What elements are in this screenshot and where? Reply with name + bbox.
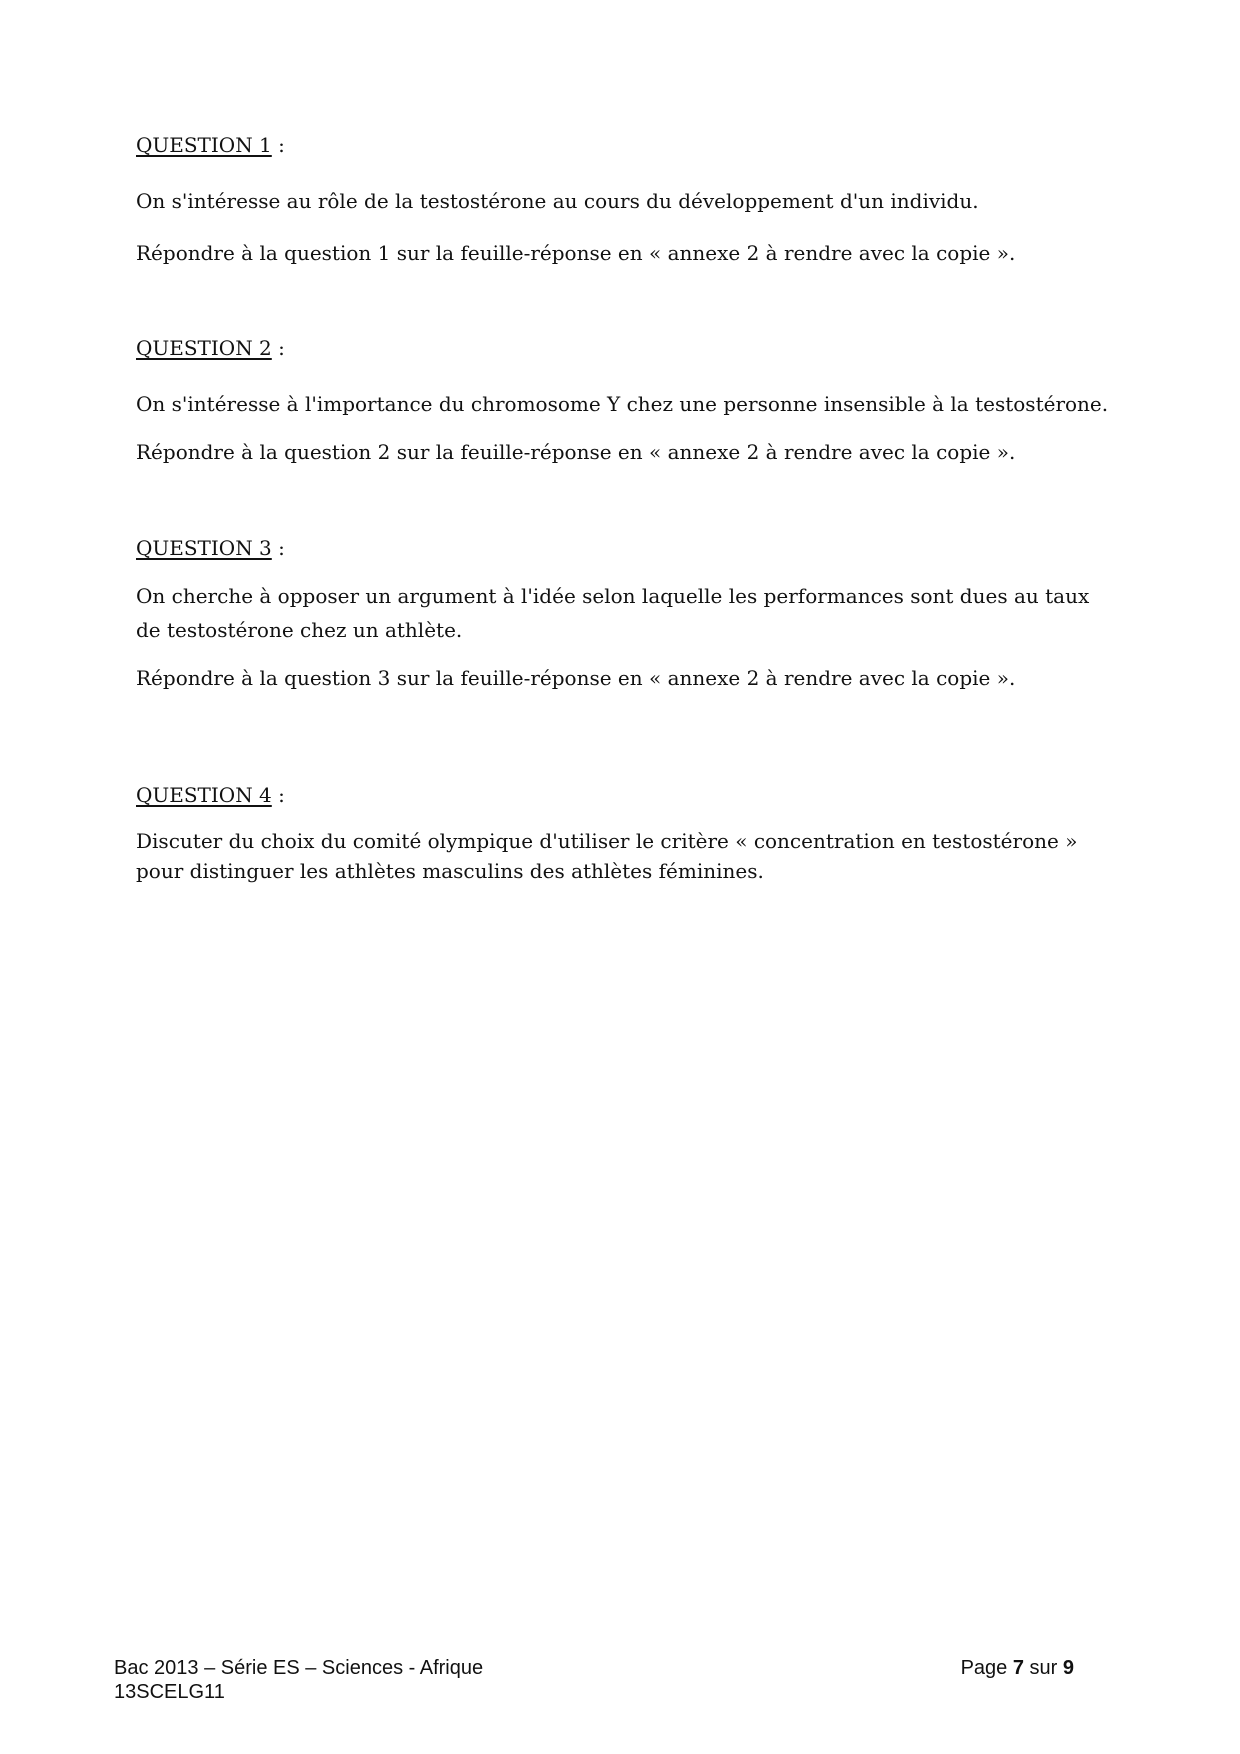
answer-instruction: Répondre à la question 3 sur la feuille-réponse en « annexe 2 à rendre avec la copie ». <box>136 666 1016 690</box>
answer-instruction: Répondre à la question 2 sur la feuille-réponse en « annexe 2 à rendre avec la copie ». <box>136 440 1016 464</box>
question-title: QUESTION 3 <box>136 536 272 560</box>
page-total: 9 <box>1062 1657 1074 1679</box>
question-title: QUESTION 2 <box>136 336 272 360</box>
answer-instruction: Répondre à la question 1 sur la feuille-réponse en « annexe 2 à rendre avec la copie ». <box>136 241 1016 265</box>
question-prompt: On s'intéresse à l'importance du chromosome Y chez une personne insensible à la testostérone. <box>136 392 1109 416</box>
question-prompt: On s'intéresse au rôle de la testostérone au cours du développement d'un individu. <box>136 189 979 213</box>
page-number <box>961 1656 1074 1680</box>
question-3 <box>136 531 1116 713</box>
question-heading <box>136 331 1116 365</box>
question-prompt: Discuter du choix du comité olympique d'utiliser le critère « concentration en testostérone » pour distinguer les athlètes masculins des athlètes féminines. <box>136 829 1078 883</box>
page-current: 7 <box>1012 1657 1024 1679</box>
question-prompt: On cherche à opposer un argument à l'idée selon laquelle les performances sont dues au taux de testostérone chez un athlète. <box>136 584 1090 642</box>
question-heading <box>136 778 1116 812</box>
page-prefix: Page <box>960 1657 1013 1679</box>
question-title-suffix: : <box>271 536 285 560</box>
question-4 <box>136 778 1116 904</box>
page-middle: sur <box>1023 1657 1063 1679</box>
question-heading <box>136 531 1116 565</box>
question-1 <box>136 128 1116 288</box>
question-heading <box>136 128 1116 162</box>
question-title-suffix: : <box>271 783 285 807</box>
exam-code: 13SCELG11 <box>114 1681 225 1703</box>
question-title: QUESTION 1 <box>136 133 272 157</box>
question-title-suffix: : <box>271 133 285 157</box>
question-title: QUESTION 4 <box>136 783 272 807</box>
question-title-suffix: : <box>271 336 285 360</box>
exam-info: Bac 2013 – Série ES – Sciences - Afrique <box>114 1657 484 1679</box>
question-2 <box>136 331 1116 487</box>
